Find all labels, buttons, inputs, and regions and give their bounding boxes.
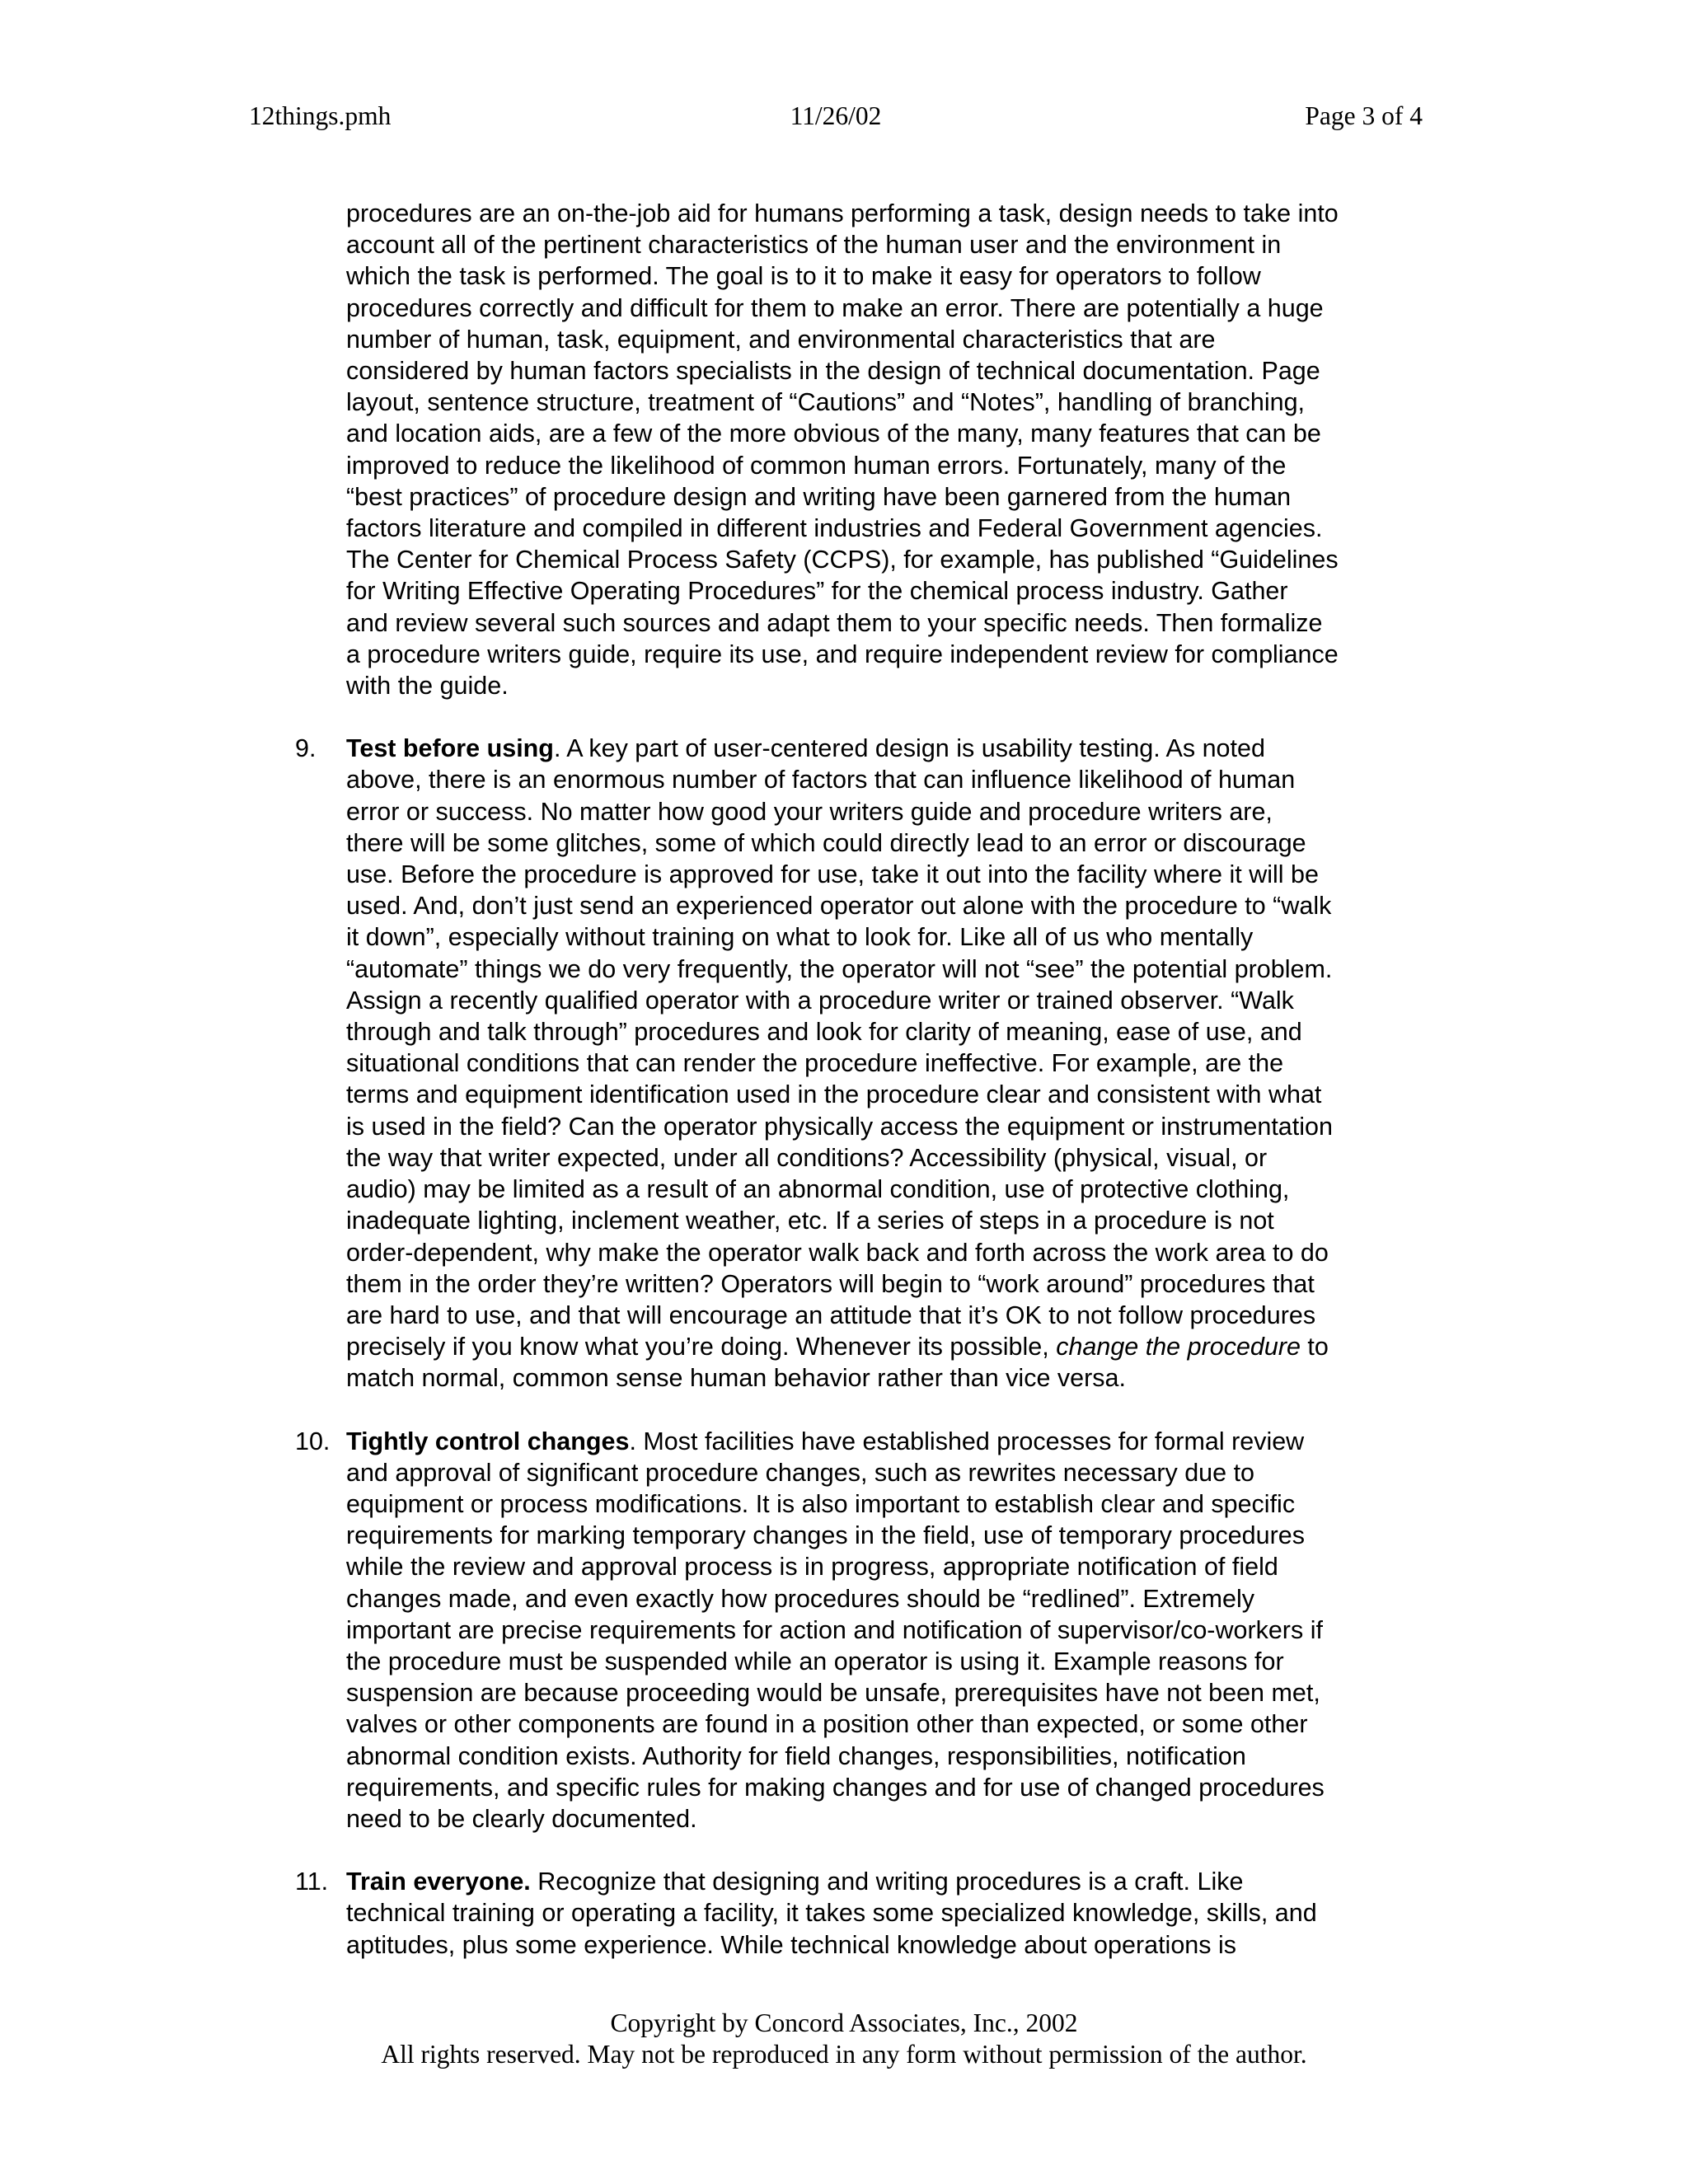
footer-copyright: Copyright by Concord Associates, Inc., 2002	[610, 2008, 1078, 2037]
list-item-text-end: to match normal, common sense human behavior rather than vice versa.	[346, 1333, 1329, 1393]
list-item-emphasis: change the procedure	[1056, 1333, 1301, 1361]
list-item-number: 9.	[295, 734, 316, 763]
list-item-title: Tightly control changes	[346, 1427, 630, 1455]
header-date: 11/26/02	[790, 101, 882, 130]
header-page-number: Page 3 of 4	[1305, 101, 1423, 130]
list-item-title: Train everyone.	[346, 1868, 531, 1896]
list-item-text: . A key part of user-centered design is usability testing. As noted above, there is an enormous number of factors that can influence likelihood of human error or success. No matter how good your writers guide and procedure writers are, there will be some glitches, some of which could directly lead to an error or discourage use. Before the procedure is approved for use, take it out into the facility where it will be used. And, don’t just send an experienced operator out alone with the procedure to “walk it down”, especially without training on what to look for. Like all of us who mentally “automate” things we do very frequently, the operator will not “see” the potential problem. Assign a recently qualified operator with a procedure writer or trained observer. “Walk through and talk through” procedures and look for clarity of meaning, ease of use, and situational conditions that can render the procedure ineffective. For example, are the terms and equipment identification used in the procedure clear and consistent with what is used in the field? Can the operator physically access the equipment or instrumentation the way that writer expected, under all conditions? Accessibility (physical, visual, or audio) may be limited as a result of an abnormal condition, use of protective clothing, inadequate lighting, inclement weather, etc. If a series of steps in a procedure is not order-dependent, why make the operator walk back and forth across the work area to do them in the order they’re written? Operators will begin to “work around” procedures that are hard to use, and that will encourage an attitude that it’s OK to not follow procedures precisely if you know what you’re doing. Whenever its possible,	[346, 734, 1333, 1361]
header-filename: 12things.pmh	[249, 101, 392, 130]
continued-paragraph: procedures are an on-the-job aid for humans performing a task, design needs to take into account all of the pertinent characteristics of the human user and the environment in which the task is performed. The goal is to it to make it easy for operators to follow procedures correctly and difficult for them to make an error. There are potentially a huge number of human, task, equipment, and environmental characteristics that are considered by human factors specialists in the design of technical documentation. Page layout, sentence structure, treatment of “Cautions” and “Notes”, handling of branching, and location aids, are a few of the more obvious of the many, many features that can be improved to reduce the likelihood of common human errors. Fortunately, many of the “best practices” of procedure design and writing have been garnered from the human factors literature and compiled in different industries and Federal Government agencies. The Center for Chemical Process Safety (CCPS), for example, has published “Guidelines for Writing Effective Operating Procedures” for the chemical process industry. Gather and review several such sources and adapt them to your specific needs. Then formalize a procedure writers guide, require its use, and require independent review for compliance with the guide.	[346, 199, 1339, 701]
list-item-9	[295, 733, 1442, 1394]
list-item-text: . Most facilities have established processes for formal review and approval of significant procedure changes, such as rewrites necessary due to equipment or process modifications. It is also important to establish clear and specific requirements for marking temporary changes in the field, use of temporary procedures while the review and approval process is in progress, appropriate notification of field changes made, and even exactly how procedures should be “redlined”. Extremely important are precise requirements for action and notification of supervisor/co-workers if the procedure must be suspended while an operator is using it. Example reasons for suspension are because proceeding would be unsafe, prerequisites have not been met, valves or other components are found in a position other than expected, or some other abnormal condition exists. Authority for field changes, responsibilities, notification requirements, and specific rules for making changes and for use of changed procedures need to be clearly documented.	[346, 1427, 1325, 1833]
page-header	[249, 97, 1423, 135]
list-item-text: Recognize that designing and writing procedures is a craft. Like technical training or operating a facility, it takes some specialized knowledge, skills, and aptitudes, plus some experience. While technical knowledge about operations is	[346, 1868, 1317, 1959]
list-item-number: 11.	[295, 1868, 329, 1896]
list-item-10	[295, 1426, 1442, 1835]
footer-rights: All rights reserved. May not be reproduced in any form without permission of the author.	[381, 2040, 1307, 2069]
list-item-title: Test before using	[346, 734, 554, 763]
list-item-11	[295, 1866, 1442, 1961]
page-footer	[0, 2008, 1688, 2070]
list-item-number: 10.	[295, 1427, 331, 1455]
document-body	[295, 198, 1442, 1992]
